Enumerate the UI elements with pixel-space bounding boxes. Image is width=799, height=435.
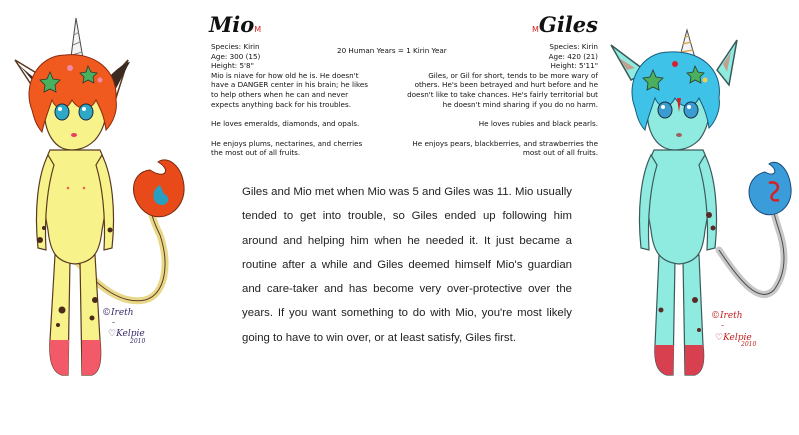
right-sig-line2: - [721, 321, 725, 331]
mio-loves: He loves emeralds, diamonds, and opals. [211, 119, 360, 129]
mio-bio-line: to help others when he can and never [211, 89, 349, 99]
mio-bio-line: expects anything back for his troubles. [211, 99, 352, 109]
giles-bio-line: doesn't like to take chances. He's fairly territorial but [407, 89, 598, 99]
giles-loves: He loves rubies and black pearls. [478, 119, 598, 129]
mio-gender-tag: M [254, 25, 262, 34]
left-sig-line4: 2010 [130, 338, 146, 345]
mio-info [211, 42, 368, 158]
mio-title [209, 12, 261, 37]
right-sig-line1: ©Ireth [711, 311, 743, 321]
mio-age: Age: 300 (15) [211, 51, 261, 61]
giles-info [407, 42, 598, 158]
mio-character-art [0, 0, 200, 435]
mio-species: Species: Kirin [211, 42, 260, 51]
right-sig-line4: 2010 [741, 341, 757, 348]
giles-species: Species: Kirin [549, 42, 598, 51]
left-sig-line1: ©Ireth [102, 308, 134, 318]
giles-age: Age: 420 (21) [548, 51, 598, 61]
mio-bio-line: have a DANGER center in his brain; he likes [211, 80, 369, 90]
left-sig-line2: - [112, 318, 116, 328]
giles-bio-line: others. He's been betrayed and hurt before and he [414, 80, 598, 90]
giles-bio-line: he doesn't mind sharing if you do no harm. [442, 99, 598, 109]
mio-name: Mio [209, 12, 255, 37]
mio-bio-line: Mio is niave for how old he is. He doesn't [211, 70, 359, 80]
giles-enjoys-line: most out of all fruits. [522, 148, 598, 158]
giles-title [532, 12, 598, 37]
left-sig-line3: ♡Kelpie [108, 329, 145, 339]
mio-height: Height: 5'8" [211, 61, 254, 71]
tail-flame [749, 162, 791, 214]
giles-name: Giles [538, 12, 598, 37]
mio-enjoys-line: He enjoys plums, nectarines, and cherries [211, 138, 363, 148]
right-sig-line3: ♡Kelpie [715, 333, 752, 343]
giles-character-art [599, 0, 799, 435]
mio-enjoys-line: the most out of all fruits. [211, 148, 301, 158]
giles-gender-tag: M [532, 25, 539, 34]
age-ratio-note: 20 Human Years = 1 Kirin Year [337, 46, 447, 55]
giles-height: Height: 5'11" [550, 61, 598, 71]
giles-bio-line: Giles, or Gil for short, tends to be more wary of [428, 70, 598, 80]
giles-enjoys-line: He enjoys pears, blackberries, and strawberries the [412, 138, 598, 148]
story-paragraph: Giles and Mio met when Mio was 5 and Giles was 11. Mio usually tended to get into trouble, so Giles ended up following him around and helping him when he needed it. It just became a routine after a while and Giles deemed himself Mio's guardian and care-taker and has become very over-protective over the years. If you want something to do with Mio, you're most likely going to have to win over, or at least satisfy, Giles first. [242, 186, 572, 344]
